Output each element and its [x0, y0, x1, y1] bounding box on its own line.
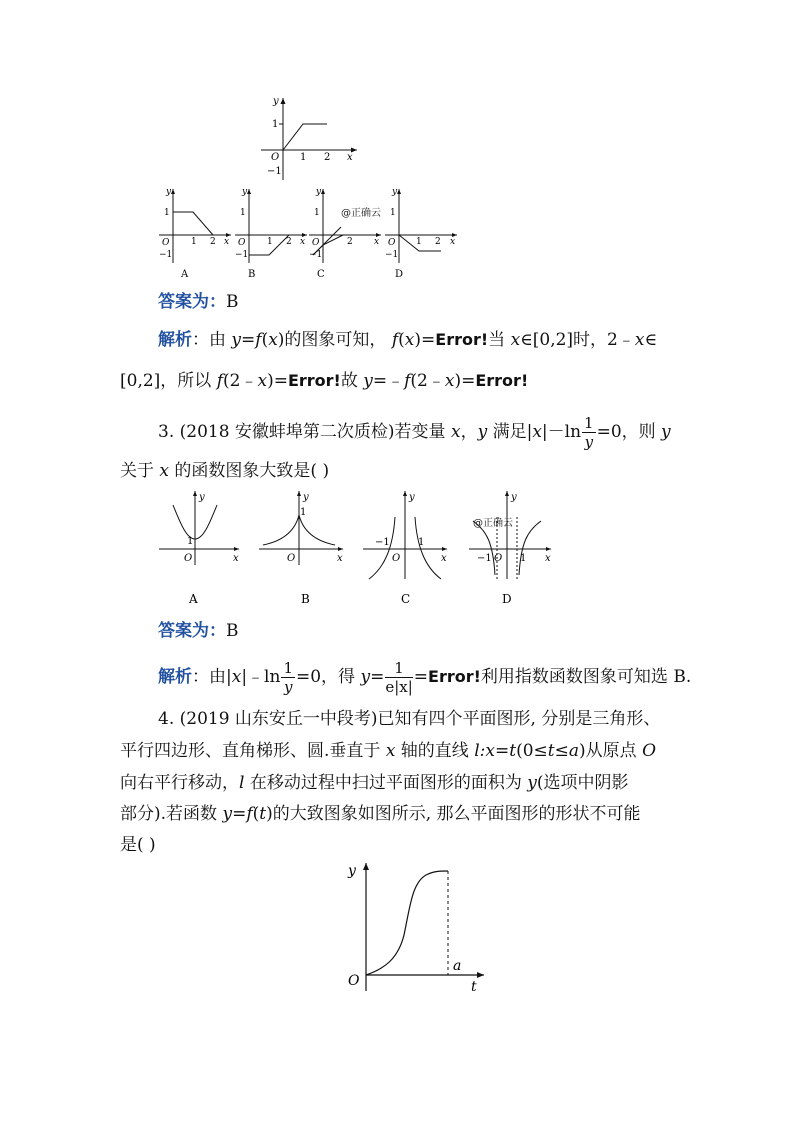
q2-option-d-graph	[385, 187, 457, 263]
svg-text:−1: −1	[477, 553, 492, 564]
fraction: $\frac{1}{y}$	[283, 659, 293, 696]
q2-analysis-line1: 解析：由 y=f(x)的图象可知， f(x)=Error!当 x∈[0,2]时，2﹣x∈	[158, 330, 658, 350]
q3-option-b-label: B	[301, 592, 310, 606]
q2-option-b-graph	[235, 187, 307, 263]
analysis-label: 解析	[158, 330, 192, 350]
q4-line5: 是( )	[120, 835, 156, 855]
tick-neg1-y: −1	[267, 166, 282, 177]
tick-1-y: 1	[272, 119, 279, 130]
svg-text:1: 1	[187, 536, 194, 547]
q3-option-graphs	[155, 487, 555, 607]
q2-option-graphs	[155, 183, 460, 283]
q4-line3: 向右平行移动，l 在移动过程中扫过平面图形的面积为 y(选项中阴影	[120, 773, 629, 793]
q4-line4: 部分).若函数 y=f(t)的大致图象如图所示, 那么平面图形的形状不可能	[120, 804, 641, 824]
svg-text:y: y	[303, 492, 309, 503]
tick-2-x: 2	[324, 152, 331, 163]
answer-label: 答案为：	[158, 621, 226, 641]
svg-text:y: y	[392, 187, 398, 197]
svg-text:O: O	[287, 553, 296, 564]
q2-option-c-label: C	[317, 269, 325, 280]
svg-text:−1: −1	[235, 250, 249, 260]
svg-text:1: 1	[240, 208, 246, 218]
svg-text:2: 2	[286, 237, 292, 247]
fraction: $\frac{1}{y}$	[584, 414, 594, 451]
svg-text:2: 2	[435, 237, 441, 247]
q2-analysis-line2: [0,2]，所以 f(2﹣x)=Error!故 y=﹣f(2﹣x)=Error!	[120, 371, 529, 391]
svg-text:x: x	[300, 237, 306, 247]
q2-option-b-label: B	[248, 269, 256, 280]
svg-text:1: 1	[314, 208, 320, 218]
svg-text:1: 1	[164, 208, 170, 218]
svg-text:1: 1	[418, 537, 425, 548]
svg-text:1: 1	[416, 237, 422, 247]
q4-axis-y: y	[348, 863, 356, 879]
q3-option-c-label: C	[401, 592, 411, 606]
fraction: $\frac{1}{e|x|}$	[385, 659, 413, 696]
q2-answer	[158, 291, 239, 313]
answer-value: B	[226, 621, 239, 641]
q3-answer	[158, 620, 239, 642]
svg-text:1: 1	[267, 237, 273, 247]
svg-text:y: y	[199, 492, 205, 503]
answer-label: 答案为：	[158, 292, 226, 312]
svg-text:O: O	[162, 238, 170, 248]
q2-option-c-graph	[309, 187, 381, 263]
svg-text:1: 1	[390, 208, 396, 218]
svg-text:−1: −1	[385, 250, 399, 260]
svg-text:x: x	[374, 237, 380, 247]
analysis-label: 解析	[158, 667, 192, 687]
svg-text:−1: −1	[159, 250, 173, 260]
q3-option-a-graph	[159, 491, 239, 565]
q2-option-a-graph	[159, 187, 231, 263]
q4-line1: 4. (2019 山东安丘一中段考)已知有四个平面图形, 分别是三角形、	[158, 709, 661, 729]
svg-text:x: x	[224, 237, 230, 247]
svg-text:x: x	[337, 553, 343, 564]
svg-text:y: y	[511, 492, 517, 503]
q3-option-c-graph	[363, 491, 447, 579]
svg-text:1: 1	[300, 507, 307, 518]
svg-text:x: x	[233, 553, 239, 564]
axis-x-label: x	[347, 152, 353, 163]
svg-text:O: O	[392, 553, 401, 564]
q4-tick-a: a	[453, 958, 462, 974]
tick-1-x: 1	[300, 152, 307, 163]
q2-reference-graph	[255, 92, 365, 184]
q3-option-a-label: A	[189, 592, 198, 606]
svg-text:O: O	[184, 553, 193, 564]
q2-option-d-label: D	[395, 269, 404, 280]
svg-text:1: 1	[191, 237, 197, 247]
q3-option-b-graph	[259, 491, 343, 565]
q2-option-a-label: A	[181, 269, 189, 280]
svg-text:O: O	[312, 238, 320, 248]
svg-text:O: O	[238, 238, 246, 248]
svg-text:−1: −1	[309, 250, 323, 260]
watermark: @正确云	[341, 208, 381, 219]
svg-text:−1: −1	[375, 537, 390, 548]
q3-option-d-graph	[469, 491, 551, 579]
q4-origin: O	[348, 973, 360, 989]
svg-text:2: 2	[210, 237, 216, 247]
svg-text:y: y	[316, 187, 322, 197]
svg-text:x: x	[450, 237, 456, 247]
q3-stem-line1: 3. (2018 安徽蚌埠第二次质检)若变量 x，y 满足|x|－ln $\frac{1}{y}$ =0，则 y	[158, 414, 671, 451]
q4-graph	[340, 855, 490, 995]
svg-text:x: x	[441, 553, 447, 564]
svg-text:1: 1	[520, 553, 527, 564]
q4-line2: 平行四边形、直角梯形、圆.垂直于 x 轴的直线 l:x=t(0≤t≤a)从原点 O	[120, 741, 656, 761]
svg-text:y: y	[242, 187, 248, 197]
axis-y-label: y	[273, 96, 279, 107]
q4-axis-t: t	[471, 979, 477, 995]
svg-text:y: y	[409, 492, 415, 503]
svg-text:2: 2	[347, 237, 353, 247]
svg-text:O: O	[494, 553, 503, 564]
q3-stem-line2: 关于 x 的函数图象大致是( )	[120, 461, 330, 481]
answer-value: B	[226, 292, 239, 312]
watermark: @正确云	[473, 518, 513, 529]
q3-analysis: 解析：由|x|﹣ln $\frac{1}{y}$ =0，得 y= $\frac{1}{e|x|}$ =Error!利用指数函数图象可知选 B.	[158, 659, 692, 696]
svg-text:O: O	[388, 238, 396, 248]
origin-label: O	[271, 152, 280, 163]
svg-text:y: y	[166, 187, 172, 197]
q3-option-d-label: D	[502, 592, 512, 606]
svg-text:x: x	[545, 553, 551, 564]
